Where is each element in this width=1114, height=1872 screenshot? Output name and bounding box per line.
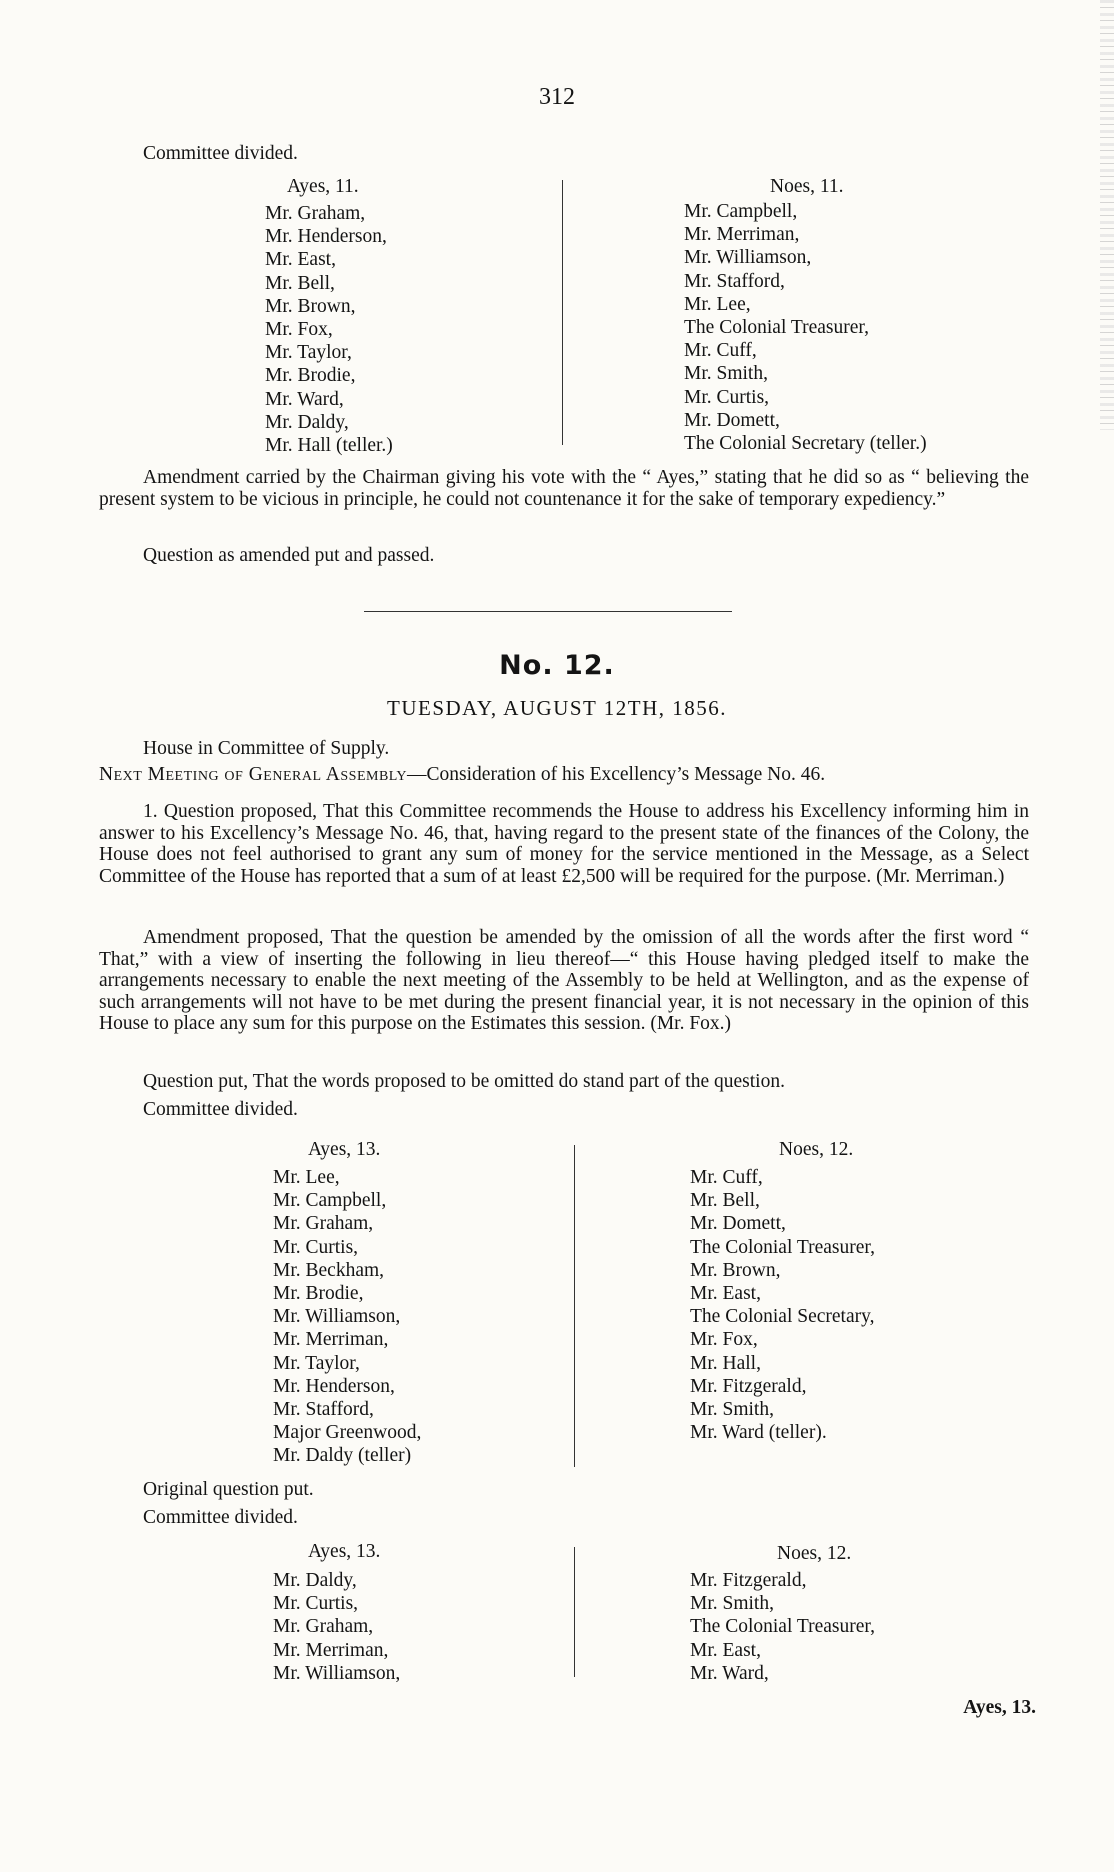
member-name: Mr. Brodie, xyxy=(265,365,356,387)
member-name: The Colonial Secretary (teller.) xyxy=(684,433,927,455)
division-2-ayes-list xyxy=(273,1166,421,1468)
sitting-date: TUESDAY, AUGUST 12TH, 1856. xyxy=(387,696,727,720)
member-name: Mr. Brodie, xyxy=(273,1283,364,1305)
member-name: Mr. East, xyxy=(265,249,336,271)
catchword: Ayes, 13. xyxy=(963,1697,1036,1718)
page-number: 312 xyxy=(539,84,575,110)
division-2-ayes-heading: Ayes, 13. xyxy=(308,1139,381,1160)
member-name: Mr. Domett, xyxy=(690,1213,786,1235)
division-1-ayes-heading: Ayes, 11. xyxy=(287,176,359,197)
member-name: Mr. Graham, xyxy=(265,203,366,224)
member-name: Mr. Fox, xyxy=(690,1329,758,1351)
question-passed: Question as amended put and passed. xyxy=(143,545,435,566)
member-name: Mr. Curtis, xyxy=(684,386,770,408)
question-put: Question put, That the words proposed to be omitted do stand part of the question. xyxy=(143,1071,785,1092)
member-name: Mr. Curtis, xyxy=(273,1593,359,1615)
division-3-noes-list xyxy=(690,1569,875,1685)
member-name: Mr. Smith, xyxy=(684,363,768,385)
member-name: Mr. Merriman, xyxy=(273,1329,389,1351)
member-name: Mr. Merriman, xyxy=(684,224,800,246)
member-name: The Colonial Treasurer, xyxy=(690,1236,875,1258)
member-name: Mr. Williamson, xyxy=(273,1306,401,1328)
section-number: No. 12. xyxy=(499,650,615,681)
question-proposed-paragraph: 1. Question proposed, That this Committee recommends the House to address his Excellency informing him in answer to his Excellency’s Message No. 46, that, having regard to the present state of the finances of the Colony, the House does not feel authorised to grant any sum of money for the service mentioned in the Message, as a Select Committee of the House has reported that a sum of at least £2,500 will be required for the purpose. (Mr. Merriman.) xyxy=(99,801,1029,887)
division-1-noes-heading: Noes, 11. xyxy=(770,176,844,197)
member-name: Mr. Daldy, xyxy=(273,1570,357,1591)
member-name: The Colonial Secretary, xyxy=(690,1306,875,1328)
division-3-ayes-heading: Ayes, 13. xyxy=(308,1541,381,1562)
scan-edge-artifact xyxy=(1100,0,1114,430)
member-name: Mr. Ward (teller). xyxy=(690,1422,827,1444)
member-name: Mr. Ward, xyxy=(265,388,344,410)
column-divider xyxy=(562,180,563,445)
member-name: The Colonial Treasurer, xyxy=(684,317,869,339)
amendment-proposed-paragraph: Amendment proposed, That the question be amended by the omission of all the words after the first word “ That,” with a view of inserting the following in lieu thereof—“ this House having pledged itself to make the arrangements necessary to enable the next meeting of the Assembly to be held at Wellington, and as the expense of such arrangements will not have to be met during the present financial year, it is not necessary in the opinion of this House to place any sum for this purpose on the Estimates this session. (Mr. Fox.) xyxy=(99,927,1029,1034)
division-3-noes-heading: Noes, 12. xyxy=(777,1543,852,1564)
member-name: Major Greenwood, xyxy=(273,1422,422,1444)
division-1-ayes-list xyxy=(265,202,393,457)
member-name: Mr. Campbell, xyxy=(684,201,798,222)
member-name: Mr. Cuff, xyxy=(684,340,757,362)
division-3-intro: Committee divided. xyxy=(143,1507,298,1528)
member-name: Mr. Taylor, xyxy=(265,342,352,364)
member-name: Mr. Fitzgerald, xyxy=(690,1375,807,1397)
division-2-noes-list xyxy=(690,1166,875,1444)
member-name: Mr. East, xyxy=(690,1283,761,1305)
member-name: Mr. Taylor, xyxy=(273,1352,360,1374)
member-name: Mr. Hall, xyxy=(690,1352,761,1374)
member-name: Mr. Daldy (teller) xyxy=(273,1445,412,1467)
amendment-carried-paragraph: Amendment carried by the Chairman giving his vote with the “ Ayes,” stating that he did so as “ believing the present system to be vicious in principle, he could not countenance it for the sake of temporary expediency.” xyxy=(99,467,1029,510)
member-name: Mr. East, xyxy=(690,1639,761,1661)
member-name: Mr. Smith, xyxy=(690,1593,774,1615)
division-3-ayes-list xyxy=(273,1569,400,1685)
member-name: Mr. Lee, xyxy=(684,293,751,315)
member-name: Mr. Henderson, xyxy=(273,1375,395,1397)
next-meeting-text: —Consideration of his Excellency’s Message No. 46. xyxy=(407,764,826,785)
member-name: Mr. Campbell, xyxy=(273,1190,387,1212)
member-name: Mr. Bell, xyxy=(690,1190,760,1212)
member-name: Mr. Williamson, xyxy=(273,1662,401,1684)
member-name: Mr. Ward, xyxy=(690,1662,769,1684)
member-name: Mr. Hall (teller.) xyxy=(265,435,393,457)
house-in-committee: House in Committee of Supply. xyxy=(143,738,390,759)
member-name: Mr. Bell, xyxy=(265,272,335,294)
member-name: Mr. Stafford, xyxy=(273,1399,374,1421)
column-divider xyxy=(574,1547,575,1677)
member-name: The Colonial Treasurer, xyxy=(690,1616,875,1638)
column-divider xyxy=(574,1145,575,1467)
division-1-intro: Committee divided. xyxy=(143,143,298,164)
member-name: Mr. Fox, xyxy=(265,319,333,341)
division-2-intro: Committee divided. xyxy=(143,1099,298,1120)
division-1-noes-list xyxy=(684,200,927,455)
member-name: Mr. Curtis, xyxy=(273,1236,359,1258)
member-name: Mr. Graham, xyxy=(273,1616,374,1638)
member-name: Mr. Brown, xyxy=(690,1259,781,1281)
next-meeting-label: Next Meeting of General Assembly xyxy=(99,764,408,785)
section-divider xyxy=(364,611,732,612)
member-name: Mr. Williamson, xyxy=(684,247,812,269)
original-question: Original question put. xyxy=(143,1479,314,1500)
member-name: Mr. Lee, xyxy=(273,1167,340,1188)
member-name: Mr. Merriman, xyxy=(273,1639,389,1661)
member-name: Mr. Smith, xyxy=(690,1399,774,1421)
member-name: Mr. Brown, xyxy=(265,295,356,317)
member-name: Mr. Fitzgerald, xyxy=(690,1570,807,1591)
member-name: Mr. Beckham, xyxy=(273,1259,385,1281)
member-name: Mr. Stafford, xyxy=(684,270,785,292)
division-2-noes-heading: Noes, 12. xyxy=(779,1139,854,1160)
member-name: Mr. Domett, xyxy=(684,409,780,431)
member-name: Mr. Henderson, xyxy=(265,226,387,248)
member-name: Mr. Graham, xyxy=(273,1213,374,1235)
member-name: Mr. Daldy, xyxy=(265,411,349,433)
next-meeting-line xyxy=(99,764,825,786)
member-name: Mr. Cuff, xyxy=(690,1167,763,1188)
